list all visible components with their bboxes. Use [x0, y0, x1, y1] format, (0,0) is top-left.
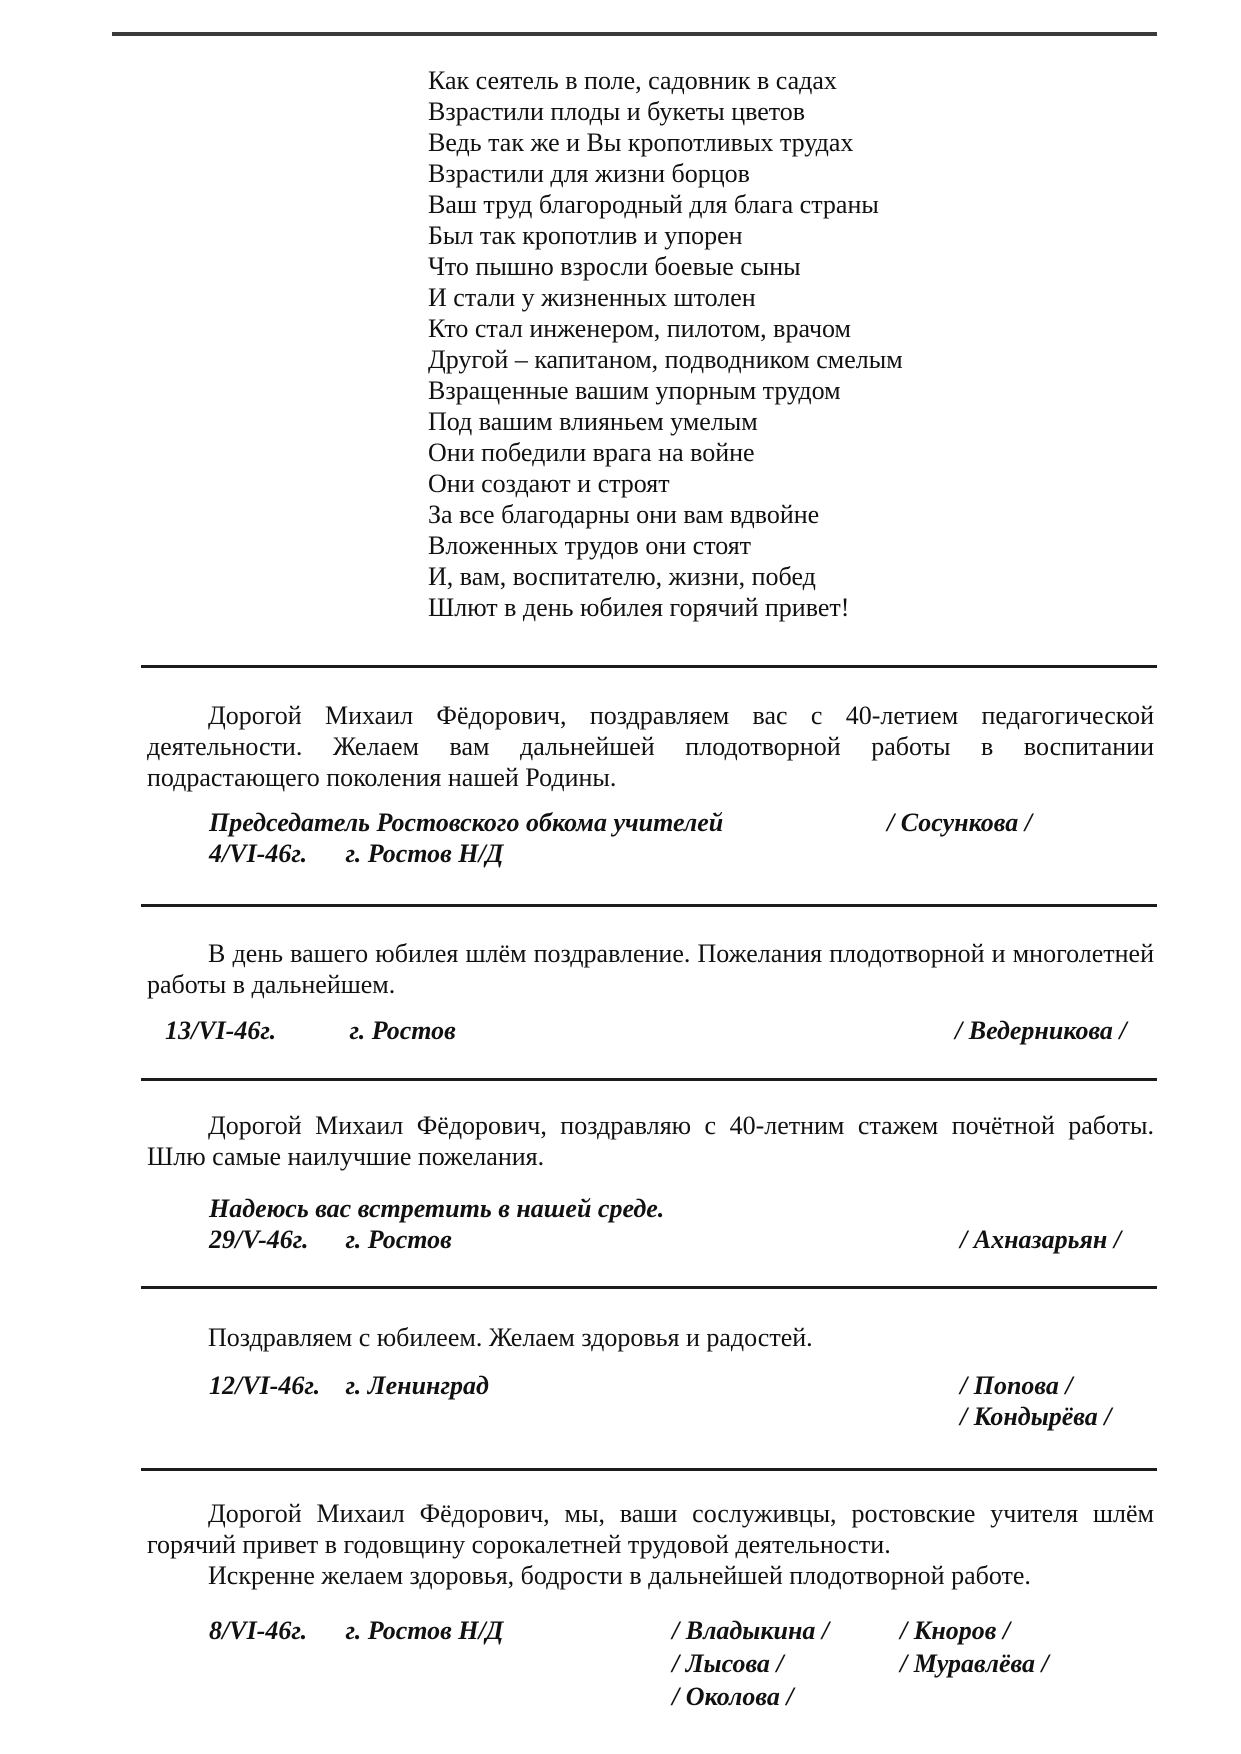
message-paragraph: Искренне желаем здоровья, бодрости в дальнейшей плодотворной работе.: [208, 1561, 1031, 1590]
poem-line: Ведь так же и Вы кропотливых трудах: [428, 128, 854, 157]
poem-line: Вложенных трудов они стоят: [428, 531, 752, 560]
signer-name: / Ахназарьян /: [960, 1225, 1122, 1254]
top-divider: [112, 32, 1157, 36]
signer-name: / Ведерникова /: [955, 1016, 1127, 1045]
signature-block: [209, 1370, 1157, 1432]
signature-date: 4/VI-46г.: [209, 839, 308, 868]
signer-name: / Околова /: [672, 1682, 794, 1711]
signature-place: г. Ростов Н/Д: [345, 1616, 504, 1645]
signature-block: [209, 1615, 1157, 1714]
message-paragraph: Поздравляем с юбилеем. Желаем здоровья и радостей.: [208, 1323, 813, 1352]
poem-line: Взращенные вашим упорным трудом: [428, 376, 841, 405]
message-paragraph: Дорогой Михаил Фёдорович, поздравляю с 40-летним стажем почётной работы. Шлю самые наилучшие пожелания.: [147, 1111, 1154, 1171]
signer-name: / Кноров /: [900, 1616, 1011, 1645]
signature-name-line: [209, 1648, 1157, 1681]
signature-date-line: [209, 838, 1157, 869]
signature-place: г. Ростов Н/Д: [345, 839, 504, 868]
signature-date: 29/V-46г.: [209, 1225, 309, 1254]
section-divider: [141, 1078, 1157, 1081]
signature-block: [209, 1193, 1157, 1255]
message-paragraph: Дорогой Михаил Фёдорович, поздравляем вас с 40-летием педагогической деятельности. Желаем вам дальнейшей плодотворной работы в воспитании подрастающего поколения нашей Родины.: [147, 701, 1154, 792]
signature-date-line: [209, 1615, 1157, 1648]
signature-date: 8/VI-46г.: [209, 1616, 308, 1645]
poem-line: Взрастили для жизни борцов: [428, 159, 750, 188]
signature-name-line: [209, 1401, 1157, 1432]
poem: [428, 65, 903, 623]
section-divider: [141, 1286, 1157, 1289]
signature-note: Надеюсь вас встретить в нашей среде.: [209, 1194, 665, 1223]
signature-place: г. Ростов: [349, 1016, 456, 1045]
signer-name: / Кондырёва /: [960, 1402, 1112, 1431]
poem-line: И, вам, воспитателю, жизни, побед: [428, 562, 816, 591]
signer-name: / Муравлёва /: [900, 1649, 1049, 1678]
signature-date-line: [165, 1015, 1157, 1046]
section-divider: [141, 665, 1157, 668]
poem-line: Взрастили плоды и букеты цветов: [428, 97, 806, 126]
signature-note-line: [209, 1193, 1157, 1224]
signer-role: Председатель Ростовского обкома учителей: [209, 808, 724, 837]
signature-date-line: [209, 1370, 1157, 1401]
signature-block: [165, 1015, 1157, 1046]
signature-date: 12/VI-46г.: [209, 1371, 321, 1400]
poem-line: И стали у жизненных штолен: [428, 283, 756, 312]
signer-name: / Владыкина /: [672, 1616, 830, 1645]
poem-line: Они победили врага на войне: [428, 438, 755, 467]
message-paragraphs: [147, 1498, 1154, 1591]
poem-line: Они создают и строят: [428, 469, 670, 498]
poem-line: Кто стал инженером, пилотом, врачом: [428, 314, 851, 343]
poem-line: Ваш труд благородный для блага страны: [428, 190, 879, 219]
poem-line: Что пышно взросли боевые сыны: [428, 252, 801, 281]
signature-role-line: [209, 807, 1157, 838]
signer-name: / Сосункова /: [887, 808, 1032, 837]
message-paragraph: В день вашего юбилея шлём поздравление. Пожелания плодотворной и многолетней работы в дальнейшем.: [147, 939, 1154, 999]
signature-place: г. Ростов: [345, 1225, 452, 1254]
message-paragraph: Дорогой Михаил Фёдорович, мы, ваши сослуживцы, ростовские учителя шлём горячий привет в годовщину сорокалетней трудовой деятельности.: [147, 1499, 1154, 1559]
signer-name: / Попова /: [960, 1371, 1073, 1400]
section-divider: [141, 904, 1157, 907]
poem-line: Под вашим влияньем умелым: [428, 407, 758, 436]
signature-place: г. Ленинград: [345, 1371, 489, 1400]
signature-date: 13/VI-46г.: [165, 1016, 277, 1045]
poem-line: За все благодарны они вам вдвойне: [428, 500, 820, 529]
poem-line: Шлют в день юбилея горячий привет!: [428, 593, 850, 622]
poem-line: Как сеятель в поле, садовник в садах: [428, 66, 837, 95]
poem-line: Другой – капитаном, подводником смелым: [428, 345, 903, 374]
signature-name-line: [209, 1681, 1157, 1714]
signer-name: / Лысова /: [672, 1649, 784, 1678]
signature-block: [209, 807, 1157, 869]
signature-date-line: [209, 1224, 1157, 1255]
poem-line: Был так кропотлив и упорен: [428, 221, 743, 250]
section-divider: [141, 1468, 1157, 1471]
